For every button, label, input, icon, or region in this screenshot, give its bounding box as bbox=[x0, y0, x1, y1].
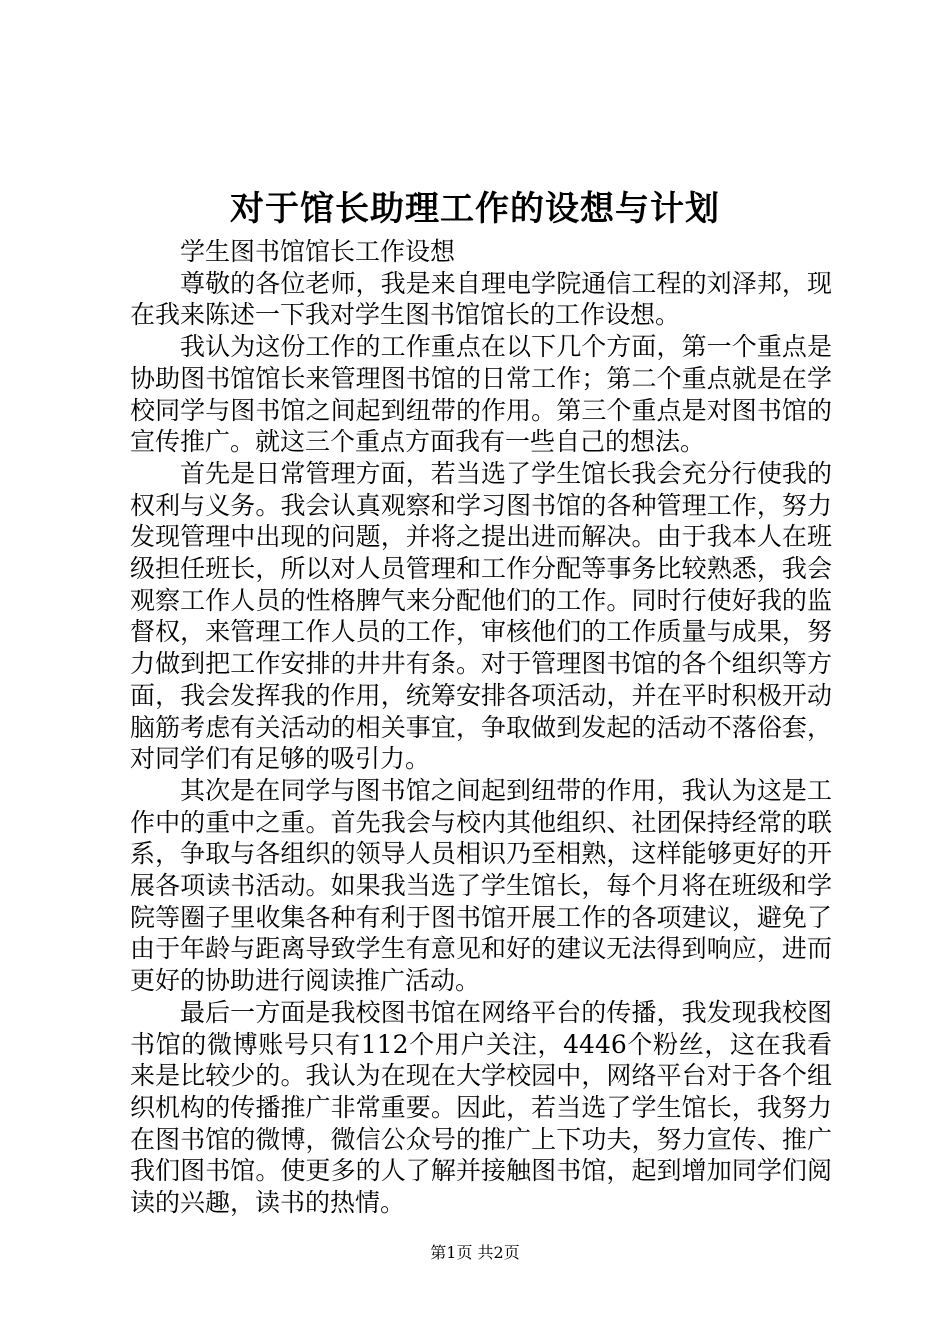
document-body bbox=[130, 236, 832, 1219]
liaison-paragraph: 其次是在同学与图书馆之间起到纽带的作用，我认为这是工作中的重中之重。首先我会与校内其他组织、社团保持经常的联系，争取与各组织的领导人员相识乃至相熟，这样能够更好的开展各项读书活动。如果我当选了学生馆长，每个月将在班级和学院等圈子里收集各种有利于图书馆开展工作的各项建议，避免了由于年龄与距离导致学生有意见和好的建议无法得到响应，进而更好的协助进行阅读推广活动。 bbox=[130, 775, 832, 996]
daily-management-paragraph: 首先是日常管理方面，若当选了学生馆长我会充分行使我的权利与义务。我会认真观察和学习图书馆的各种管理工作，努力发现管理中出现的问题，并将之提出进而解决。由于我本人在班级担任班长，所以对人员管理和工作分配等事务比较熟悉，我会观察工作人员的性格脾气来分配他们的工作。同时行使好我的监督权，来管理工作人员的工作，审核他们的工作质量与成果，努力做到把工作安排的井井有条。对于管理图书馆的各个组织等方面，我会发挥我的作用，统筹安排各项活动，并在平时积极开动脑筋考虑有关活动的相关事宜，争取做到发起的活动不落俗套，对同学们有足够的吸引力。 bbox=[130, 458, 832, 774]
subtitle-paragraph: 学生图书馆馆长工作设想 bbox=[180, 237, 456, 266]
page-number: 第1页 共2页 bbox=[430, 1243, 520, 1262]
focus-points-paragraph: 我认为这份工作的工作重点在以下几个方面，第一个重点是协助图书馆馆长来管理图书馆的日常工作；第二个重点就是在学校同学与图书馆之间起到纽带的作用。第三个重点是对图书馆的宣传推广。就这三个重点方面我有一些自己的想法。 bbox=[130, 332, 832, 457]
online-promotion-paragraph: 最后一方面是我校图书馆在网络平台的传播，我发现我校图书馆的微博账号只有112个用户关注，4446个粉丝，这在我看来是比较少的。我认为在现在大学校园中，网络平台对于各个组织机构的传播推广非常重要。因此，若当选了学生馆长，我努力在图书馆的微博，微信公众号的推广上下功夫，努力宣传、推广我们图书馆。使更多的人了解并接触图书馆，起到增加同学们阅读的兴趣，读书的热情。 bbox=[130, 997, 832, 1218]
document-title: 对于馆长助理工作的设想与计划 bbox=[230, 189, 720, 229]
greeting-paragraph: 尊敬的各位老师，我是来自理电学院通信工程的刘泽邦，现在我来陈述一下我对学生图书馆馆长的工作设想。 bbox=[130, 268, 832, 330]
